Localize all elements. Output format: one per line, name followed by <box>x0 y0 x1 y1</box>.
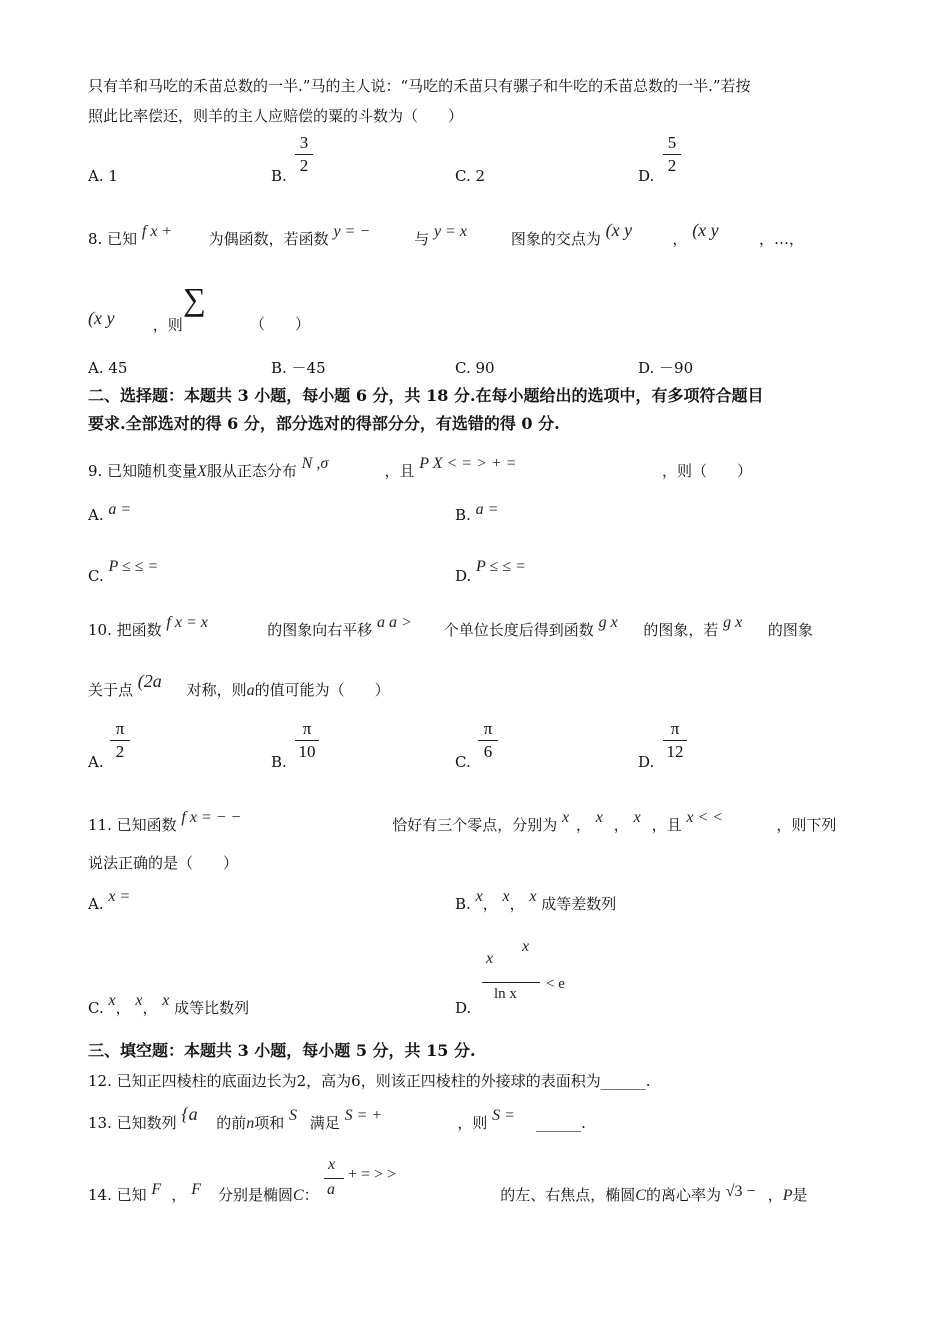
q8-math-fx: f x + <box>141 223 173 240</box>
q9-var-x: X <box>197 463 207 480</box>
q13-math-sn: S <box>289 1107 297 1124</box>
q9-option-d-math: P ≤ ≤ = <box>476 558 526 575</box>
q13-var-n: n <box>246 1115 255 1132</box>
q8-option-a: A. 45 <box>88 359 128 377</box>
q7-option-b-fraction <box>295 134 313 175</box>
q11-option-c-x2: x <box>135 992 143 1009</box>
q11-text-3: ， <box>575 816 591 834</box>
q9-option-b <box>455 501 499 526</box>
q10-text-6: 关于点 <box>88 681 134 699</box>
q14-text-6: 的离心率为 <box>645 1186 721 1204</box>
q7-option-d-fraction <box>663 134 681 175</box>
q13-text-6: ______. <box>536 1114 586 1132</box>
q11-text-5: ，且 <box>651 816 682 834</box>
q10-b-denominator: 10 <box>298 742 316 761</box>
q9-option-d-label: D. <box>455 567 472 585</box>
q11-d-rhs: < e <box>546 976 565 992</box>
q7-option-b-label: B. <box>271 167 287 185</box>
q11-math-x1: x <box>561 809 570 826</box>
q14-eq-rest: + = > > <box>348 1166 397 1183</box>
q14-ellipse-equation <box>322 1156 512 1208</box>
q11-option-b-x1: x <box>475 888 483 905</box>
q13-text-2: 的前 <box>216 1114 247 1132</box>
q13-line <box>88 1104 586 1134</box>
q9-option-a-math: a = <box>108 501 132 518</box>
q11-option-d-fraction <box>482 938 542 1008</box>
q14-var-p: P <box>782 1187 793 1204</box>
q9-text-4: ，则（ ） <box>662 462 753 480</box>
q14-eq-denominator: a <box>327 1181 335 1198</box>
q14-var-c2: C <box>635 1187 646 1204</box>
q10-option-c-label: C. <box>455 753 471 771</box>
q7-b-numerator: 3 <box>299 133 309 152</box>
q13-math-an: {a <box>181 1104 198 1124</box>
q12-text: 12. 已知正四棱柱的底面边长为2，高为6，则该正四棱柱的外接球的表面积为______. <box>88 1072 651 1090</box>
q8-text-8: （ ） <box>250 315 311 333</box>
q10-a-numerator: π <box>115 719 125 738</box>
q7-d-numerator: 5 <box>667 133 677 152</box>
q7-line1: 只有羊和马吃的禾苗总数的一半.”马的主人说：“马吃的禾苗只有骡子和牛吃的禾苗总数的一半.”若按 <box>88 77 751 95</box>
q13-math-eq: S = + <box>344 1107 383 1124</box>
q10-var-a: a <box>246 682 255 699</box>
q10-math-gx2: g x <box>723 614 743 631</box>
q13-text-5: ，则 <box>457 1114 488 1132</box>
q10-text-7: 对称，则 <box>186 681 247 699</box>
q8-text-5: ， <box>672 230 688 248</box>
q9-option-c-label: C. <box>88 567 104 585</box>
q8-math-point2: (x y <box>692 220 719 240</box>
fraction-bar <box>324 1178 344 1179</box>
q11-math-order: x < < <box>686 809 724 826</box>
q9-text-3: ，且 <box>384 462 415 480</box>
q8-line1 <box>88 220 804 250</box>
q10-c-denominator: 6 <box>483 742 493 761</box>
q14-text-5: 的左、右焦点，椭圆 <box>500 1186 636 1204</box>
q10-text-5: 的图象 <box>767 621 813 639</box>
q11-line2: 说法正确的是（ ） <box>88 854 239 872</box>
fraction-bar <box>663 154 681 155</box>
q8-math-y1: y = − <box>333 223 371 240</box>
q9-line <box>88 455 753 482</box>
q10-math-gx: g x <box>598 614 618 631</box>
q10-line1 <box>88 614 813 641</box>
q11-option-a-math: x = <box>108 888 131 905</box>
q10-d-denominator: 12 <box>666 742 684 761</box>
q14-var-c: C <box>293 1187 304 1204</box>
q14-text-2: ， <box>171 1186 187 1204</box>
q7-option-c: C. 2 <box>455 167 486 185</box>
q10-option-b-fraction <box>295 720 319 761</box>
q9-math-normal: N ,σ <box>301 455 329 472</box>
q8-math-pointm: (x y <box>88 308 115 328</box>
q11-math-x2: x <box>595 809 603 826</box>
q10-math-fx: f x = x <box>166 614 208 631</box>
q11-text-4: ， <box>613 816 629 834</box>
q13-text-1: 13. 已知数列 <box>88 1114 177 1132</box>
q10-line2 <box>88 671 390 701</box>
q9-option-a <box>88 501 132 526</box>
q10-d-numerator: π <box>670 719 680 738</box>
fraction-bar <box>295 740 319 741</box>
q13-math-s: S = <box>492 1107 515 1124</box>
q10-math-point: (2a <box>137 671 162 691</box>
q8-option-c: C. 90 <box>455 359 495 377</box>
q14-math-f1: F <box>151 1181 162 1198</box>
fraction-bar <box>110 740 130 741</box>
fraction-bar <box>663 740 687 741</box>
q11-option-b-label: B. <box>455 895 471 913</box>
q8-text-4: 图象的交点为 <box>510 230 601 248</box>
q8-math-y2: y = x <box>434 223 468 240</box>
q9-math-prob: P X < = > + = <box>419 455 517 472</box>
q11-text-2: 恰好有三个零点，分别为 <box>392 816 558 834</box>
q10-option-c-fraction <box>478 720 498 761</box>
q9-option-c-math: P ≤ ≤ = <box>108 558 159 575</box>
q10-text-8: 的值可能为（ ） <box>254 681 390 699</box>
fraction-bar <box>482 982 540 983</box>
q9-option-b-math: a = <box>475 501 499 518</box>
q14-text-7: ， <box>767 1186 783 1204</box>
q7-b-denominator: 2 <box>299 156 309 175</box>
q10-text-3: 个单位长度后得到函数 <box>443 621 594 639</box>
q10-math-a: a a > <box>376 614 412 631</box>
q14-text-8: 是 <box>792 1186 808 1204</box>
q11-option-c-x1: x <box>108 992 116 1009</box>
q11-option-c-x3: x <box>162 992 170 1009</box>
q10-b-numerator: π <box>302 719 312 738</box>
q14-text-4: ： <box>303 1186 319 1204</box>
q11-math-fx: f x = − − <box>181 809 242 826</box>
q9-text-1: 9. 已知随机变量 <box>88 462 198 480</box>
section2-heading-line1: 二、选择题：本题共 3 小题，每小题 6 分，共 18 分.在每小题给出的选项中，有多项符合题目 <box>88 386 764 405</box>
q8-text-7: ，则 <box>152 316 183 334</box>
q11-d-top-x: x <box>522 938 530 955</box>
q10-option-d-label: D. <box>638 753 655 771</box>
q11-option-a-label: A. <box>88 895 104 913</box>
q10-text-1: 10. 把函数 <box>88 621 162 639</box>
q8-summation-symbol: ∑ <box>183 281 206 317</box>
q9-option-b-label: B. <box>455 506 471 524</box>
q11-d-denominator: ln x <box>494 986 517 1002</box>
q8-line2 <box>88 308 183 335</box>
q10-option-d-fraction <box>663 720 687 761</box>
q9-option-a-label: A. <box>88 506 104 524</box>
q11-option-b-x3: x <box>529 888 537 905</box>
q14-text-1: 14. 已知 <box>88 1186 147 1204</box>
q10-option-a-label: A. <box>88 753 104 771</box>
section3-heading: 三、填空题：本题共 3 小题，每小题 5 分，共 15 分. <box>88 1041 476 1060</box>
q7-line2: 照此比率偿还，则羊的主人应赔偿的粟的斗数为（ ） <box>88 107 464 125</box>
q11-option-b-x2: x <box>502 888 510 905</box>
q10-a-denominator: 2 <box>115 742 125 761</box>
q11-d-top-x2: x <box>486 950 494 967</box>
q11-line1 <box>88 809 837 836</box>
q11-option-b: B. x， x， x 成等差数列 <box>455 888 617 913</box>
q8-text-6: ，…， <box>758 230 804 248</box>
q8-option-d: D. －90 <box>638 359 694 377</box>
q13-text-3: 项和 <box>254 1114 285 1132</box>
q9-text-2: 服从正态分布 <box>206 462 297 480</box>
q14-eq-numerator: x <box>328 1156 336 1173</box>
section2-heading-line2: 要求.全部选对的得 6 分，部分选对的得部分分，有选错的得 0 分. <box>88 414 560 433</box>
q14-text-3: 分别是椭圆 <box>217 1186 293 1204</box>
q9-option-d <box>455 558 526 587</box>
q8-text-3: 与 <box>414 230 430 248</box>
q10-c-numerator: π <box>483 719 493 738</box>
q11-text-6: ，则下列 <box>776 816 837 834</box>
q10-option-b-label: B. <box>271 753 287 771</box>
q8-text-2: 为偶函数，若函数 <box>208 230 329 248</box>
q7-option-d-label: D. <box>638 167 655 185</box>
q10-text-4: 的图象，若 <box>643 621 719 639</box>
q11-option-d-label: D. <box>455 999 472 1017</box>
q11-option-c-label: C. <box>88 999 104 1017</box>
q11-option-c: C. x， x， x 成等比数列 <box>88 992 250 1017</box>
q14-math-ecc: √3 − <box>725 1183 756 1200</box>
q7-d-denominator: 2 <box>667 156 677 175</box>
fraction-bar <box>295 154 313 155</box>
q14-math-f2: F <box>191 1181 201 1198</box>
q7-option-a: A. 1 <box>88 167 118 185</box>
q8-math-point1: (x y <box>605 220 633 240</box>
q11-math-x3: x <box>633 809 641 826</box>
q10-option-a-fraction <box>110 720 130 761</box>
q11-option-c-text: 成等比数列 <box>174 999 250 1017</box>
q10-text-2: 的图象向右平移 <box>267 621 373 639</box>
q8-text-1: 8. 已知 <box>88 230 138 248</box>
q11-option-a <box>88 888 131 915</box>
q13-text-4: 满足 <box>309 1114 340 1132</box>
q8-option-b: B. －45 <box>271 359 326 377</box>
q11-option-b-text: 成等差数列 <box>541 895 617 913</box>
q11-text-1: 11. 已知函数 <box>88 816 177 834</box>
fraction-bar <box>478 740 498 741</box>
q9-option-c <box>88 558 159 587</box>
